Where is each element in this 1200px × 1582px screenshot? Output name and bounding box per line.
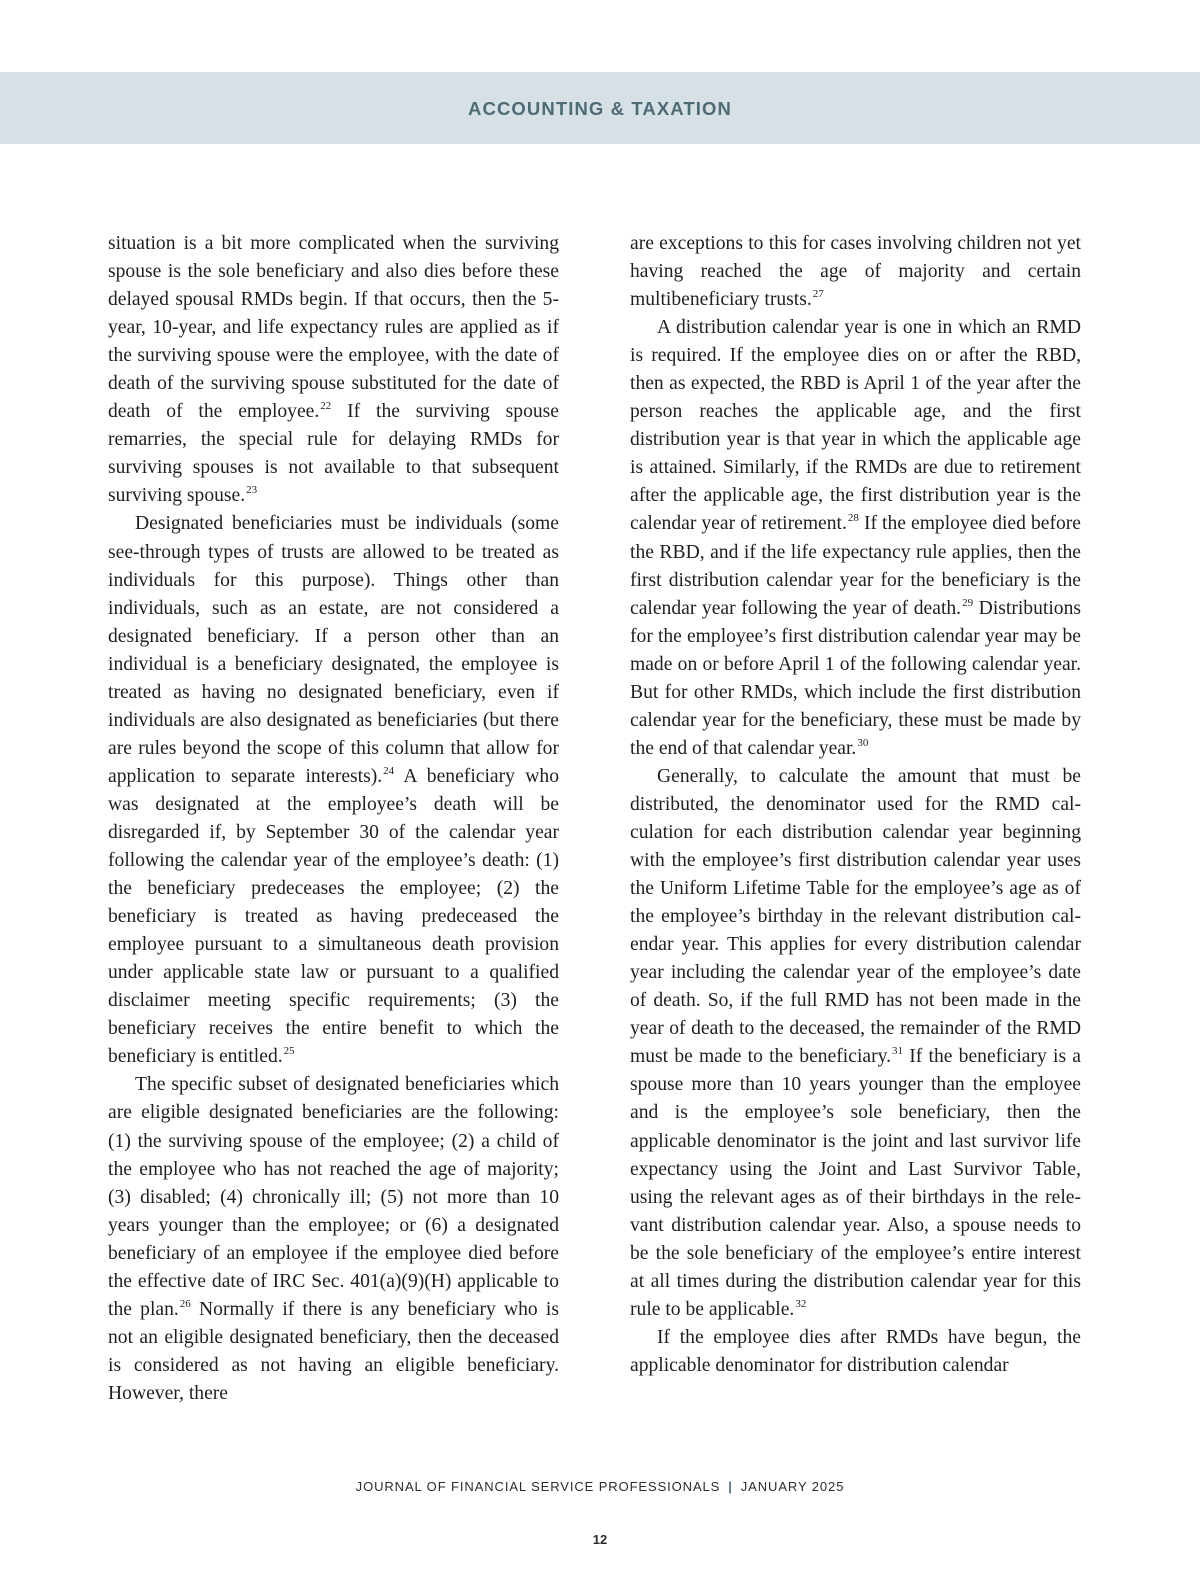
paragraph-text: If the surviving spouse remarries, the special rule for delaying RMDs for surviving spouses is not available to that subsequent surviving spouse.: [108, 401, 559, 507]
paragraph-text: situation is a bit more complicated when the surviving spouse is the sole beneficiary and also dies before these delayed spousal RMDs begin. If that occurs, then the 5-year, 10-year, and life expectancy rules are applied as if the surviving spouse were the employee, with the date of death of the surviving spouse substituted for the date of death of the employee.: [108, 233, 559, 423]
page-footer: [0, 1479, 1200, 1494]
paragraph-text: If the beneficiary is a spouse more than 10 years younger than the employee and is the employee’s sole beneficiary, then the applicable denominator is the joint and last survivor life expectancy using the Joint and Last Survivor Table, using the relevant ages as of their birthdays in the relevant distribution calendar year. Also, a spouse needs to be the sole beneficiary of the employee’s entire interest at all times during the distribution calendar year for this rule to be applicable.: [630, 1046, 1081, 1320]
section-title: ACCOUNTING & TAXATION: [468, 98, 732, 119]
footnote-ref: 30: [857, 736, 869, 749]
paragraph: [108, 1071, 559, 1408]
paragraph-text: If the employee died before the RBD, and if the life expectancy rule applies, then the first distribution calendar year for the beneficiary is the calendar year following the year of death.: [630, 513, 1081, 619]
paragraph-text: The specific subset of designated beneficiaries which are eligible designated beneficiaries are the following: (1) the surviving spouse of the employee; (2) a child of the employee who has not reached the age of majority; (3) disabled; (4) chronically ill; (5) not more than 10 years younger than the employee; or (6) a designated beneficiary of an employee if the employee died before the effective date of IRC Sec. 401(a)(9)(H) applicable to the plan.: [108, 1074, 559, 1320]
paragraph-text: Generally, to calculate the amount that must be distributed, the denominator used for the RMD calculation for each distribution calendar year beginning with the employee’s first distribution calendar year uses the Uniform Lifetime Table for the employee’s age as of the employee’s birthday in the relevant distribution calendar year. This applies for every distribution calendar year including the calendar year of the employee’s date of death. So, if the full RMD has not been made in the year of death to the deceased, the remainder of the RMD must be made to the beneficiary.: [630, 765, 1081, 1068]
footnote-ref: 28: [847, 512, 859, 525]
footnote-ref: 29: [962, 596, 974, 609]
paragraph-text: Designated beneficiaries must be individuals (some see-through types of trusts are allowed to be treated as individuals for this purpose). Things other than individuals, such as an estate, are not considered a designated beneficiary. If a person other than an individual is a beneficiary designated, the employee is treated as having no designated beneficiary, even if individuals are also designated as beneficiaries (but there are rules beyond the scope of this column that allow for application to separate interests).: [108, 513, 559, 787]
right-column: [630, 230, 1081, 1380]
footnote-ref: 31: [892, 1045, 904, 1058]
paragraph-text: are exceptions to this for cases involving children not yet having reached the age of majority and certain multibeneficiary trusts.: [630, 233, 1081, 311]
footnote-ref: 26: [179, 1297, 191, 1310]
paragraph-text: Normally if there is any beneficiary who is not an eligible designated beneficiary, then the deceased is considered as not having an eligible beneficiary. However, there: [108, 1298, 560, 1404]
paragraph: [630, 230, 1081, 314]
paragraph-text: If the employee dies after RMDs have begun, the applicable denominator for distribution calendar: [630, 1326, 1081, 1376]
paragraph: [630, 763, 1081, 1324]
footer-separator: |: [728, 1479, 733, 1494]
paragraph-text: A distribution calendar year is one in which an RMD is required. If the employee dies on or after the RBD, then as expected, the RBD is April 1 of the year after the person reaches the applicable age, and the first distribution year is that year in which the applicable age is attained. Similarly, if the RMDs are due to retirement after the applicable age, the first distribution year is the calendar year of retirement.: [630, 317, 1081, 535]
paragraph: [108, 230, 559, 510]
footnote-ref: 22: [320, 400, 332, 413]
footnote-ref: 25: [283, 1045, 295, 1058]
paragraph: [630, 314, 1081, 763]
paragraph-text: A beneficiary who was designated at the employee’s death will be disregarded if, by September 30 of the calendar year following the calendar year of the employee’s death: (1) the beneficiary predeceases the employee; (2) the beneficiary is treated as having predeceased the employee pursuant to a simultaneous death provision under applicable state law or pursuant to a qualified disclaimer meeting specific requirements; (3) the beneficiary receives the entire benefit to which the beneficiary is entitled.: [108, 765, 559, 1068]
footnote-ref: 23: [246, 484, 258, 497]
paragraph: [630, 1324, 1081, 1380]
issue-date: JANUARY 2025: [740, 1479, 845, 1494]
footnote-ref: 24: [383, 764, 395, 777]
left-column: [108, 230, 559, 1408]
journal-name: JOURNAL OF FINANCIAL SERVICE PROFESSIONALS: [355, 1479, 721, 1494]
footnote-ref: 32: [795, 1297, 807, 1310]
footnote-ref: 27: [812, 288, 824, 301]
paragraph: [108, 510, 559, 1071]
section-header-band: [0, 72, 1200, 144]
paragraph-text: Distributions for the employee’s first distribution calendar year may be made on or before April 1 of the following calendar year. But for other RMDs, which include the first distribution calendar year for the beneficiary, these must be made by the end of that calendar year.: [630, 597, 1081, 759]
page-number: 12: [592, 1532, 608, 1547]
